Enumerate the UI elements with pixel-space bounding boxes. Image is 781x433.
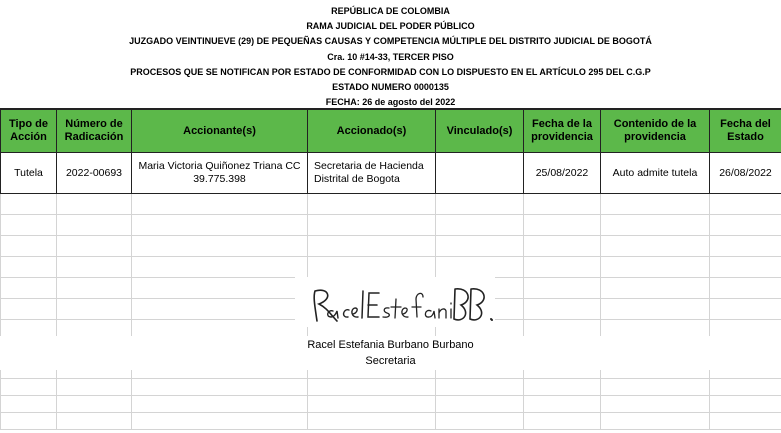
cell-vinculado [436, 153, 524, 194]
cell-accionante: Maria Victoria Quiñonez Triana CC 39.775.398 [132, 153, 308, 194]
estado-table [0, 108, 781, 430]
col-header-tipo: Tipo de Acción [1, 109, 57, 153]
empty-row [1, 257, 781, 278]
empty-row [1, 236, 781, 257]
header-branch: RAMA JUDICIAL DEL PODER PÚBLICO [306, 21, 475, 32]
table-row [1, 153, 781, 194]
col-header-accionado: Accionado(s) [308, 109, 436, 153]
header-address: Cra. 10 #14-33, TERCER PISO [327, 51, 454, 62]
empty-row [1, 413, 781, 430]
table-header-row [1, 109, 781, 153]
header-court: JUZGADO VEINTINUEVE (29) DE PEQUEÑAS CAUSAS Y COMPETENCIA MÚLTIPLE DEL DISTRITO JUDICIAL DE BOGOTÁ [129, 36, 652, 47]
col-header-accionante: Accionante(s) [132, 109, 308, 153]
col-header-contenido: Contenido de la providencia [601, 109, 710, 153]
cell-fecha-providencia: 25/08/2022 [524, 153, 601, 194]
cell-tipo: Tutela [1, 153, 57, 194]
empty-row [1, 379, 781, 396]
handwritten-signature [295, 277, 495, 327]
cell-fecha-estado: 26/08/2022 [710, 153, 781, 194]
empty-row [1, 194, 781, 215]
signatory-role: Secretaria [365, 355, 416, 367]
empty-row [1, 215, 781, 236]
header-country: REPÚBLICA DE COLOMBIA [331, 6, 450, 16]
signature-image [295, 277, 495, 327]
cell-radicacion: 2022-00693 [57, 153, 132, 194]
col-header-fecha-providencia: Fecha de la providencia [524, 109, 601, 153]
cell-contenido: Auto admite tutela [601, 153, 710, 194]
cell-accionado: Secretaria de Hacienda Distrital de Bogota [308, 153, 436, 194]
col-header-radicacion: Número de Radicación [57, 109, 132, 153]
signatory-name: Racel Estefania Burbano Burbano [307, 339, 474, 351]
header-notice: PROCESOS QUE SE NOTIFICAN POR ESTADO DE CONFORMIDAD CON LO DISPUESTO EN EL ARTÍCULO 295 DEL C.G.P [130, 66, 651, 77]
empty-row [1, 396, 781, 413]
header-estado-number: ESTADO NUMERO 0000135 [332, 82, 449, 93]
header-date: FECHA: 26 de agosto del 2022 [325, 97, 456, 108]
col-header-fecha-estado: Fecha del Estado [710, 109, 781, 153]
col-header-vinculado: Vinculado(s) [436, 109, 524, 153]
document-header [0, 4, 781, 110]
